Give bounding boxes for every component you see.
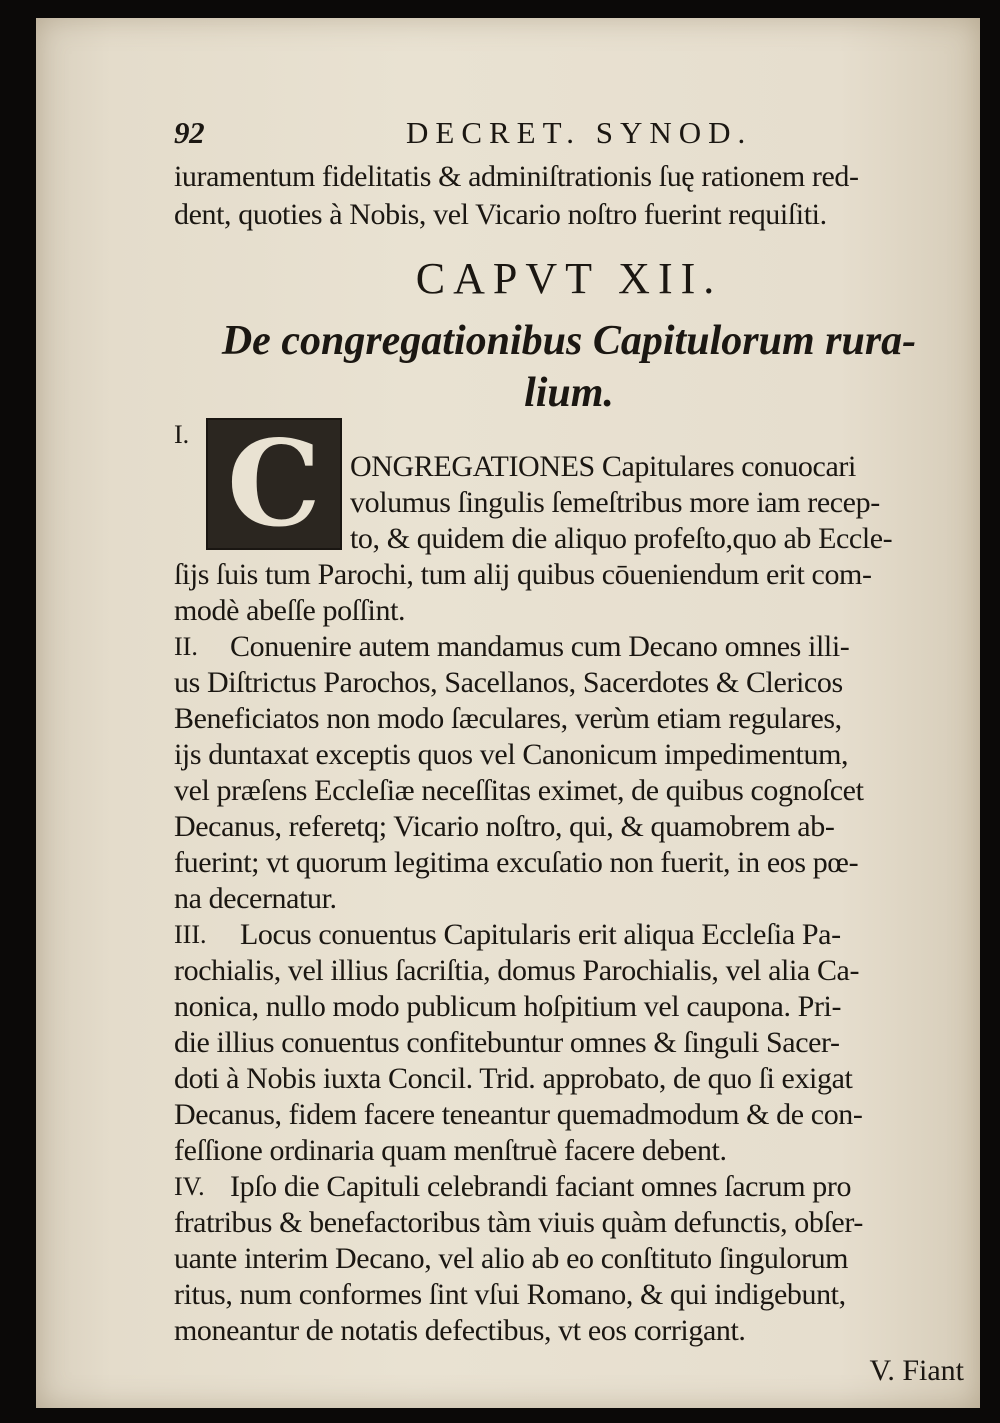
text-line: us Diſtrictus Parochos, Sacellanos, Sacerdotes & Clericos	[174, 666, 843, 699]
chapter-subtitle-cont: lium.	[524, 370, 614, 416]
text-line: fuerint; vt quorum legitima excuſatio non fuerit, in eos pœ-	[174, 846, 859, 879]
text-line: dent, quoties à Nobis, vel Vicario noſtro fuerint requiſiti.	[174, 198, 827, 231]
text-line: Decanus, fidem facere teneantur quemadmodum & de con-	[174, 1098, 863, 1131]
text-line: rochialis, vel illius ſacriſtia, domus Parochialis, vel alia Ca-	[174, 954, 860, 987]
book-page	[36, 18, 980, 1408]
text-line: moneantur de notatis defectibus, vt eos corrigant.	[174, 1314, 746, 1347]
decorated-initial-icon	[206, 414, 342, 553]
text-line: Ipſo die Capituli celebrandi faciant omnes ſacrum pro	[230, 1170, 852, 1203]
text-line: uante interim Decano, vel alio ab eo conſtituto ſingulorum	[174, 1242, 849, 1275]
text-line: Conuenire autem mandamus cum Decano omnes illi-	[230, 630, 850, 663]
paragraph-number: IV.	[174, 1172, 205, 1201]
text-line: na decernatur.	[174, 882, 337, 915]
text-line: nonica, nullo modo publicum hoſpitium vel caupona. Pri-	[174, 990, 842, 1023]
running-title: DECRET. SYNOD.	[406, 115, 753, 150]
text-line: die illius conuentus confitebuntur omnes & ſinguli Sacer-	[174, 1026, 840, 1059]
text-line: iuramentum fidelitatis & adminiſtrationis ſuę rationem red-	[174, 160, 859, 193]
chapter-title: CAPVT XII.	[415, 254, 723, 303]
paragraph-number: III.	[174, 920, 207, 949]
paragraph-number: I.	[174, 420, 190, 449]
page-number: 92	[174, 115, 205, 150]
text-line: feſſione ordinaria quam menſtruè facere debent.	[174, 1134, 727, 1167]
text-line: ONGREGATIONES Capitulares conuocari	[350, 450, 856, 483]
text-line: doti à Nobis iuxta Concil. Trid. approbato, de quo ſi exigat	[174, 1062, 853, 1095]
chapter-subtitle: De congregationibus Capitulorum rura-	[221, 318, 917, 364]
text-line: Beneficiatos non modo ſæculares, verùm etiam regulares,	[174, 702, 842, 735]
text-line: modè abeſſe poſſint.	[174, 594, 406, 627]
text-line: ritus, num conformes ſint vſui Romano, & qui indigebunt,	[174, 1278, 846, 1311]
text-line: Decanus, referetq; Vicario noſtro, qui, & quamobrem ab-	[174, 810, 835, 843]
paragraph-number: II.	[174, 632, 198, 661]
text-line: to, & quidem die aliquo profeſto,quo ab Eccle-	[350, 522, 893, 555]
text-line: ijs duntaxat exceptis quos vel Canonicum impedimentum,	[174, 738, 849, 771]
text-line: fratribus & benefactoribus tàm viuis quàm defunctis, obſer-	[174, 1206, 863, 1239]
initial-letter: C	[227, 414, 321, 553]
text-line: volumus ſingulis ſemeſtribus more iam recep-	[350, 486, 880, 519]
text-line: Locus conuentus Capitularis erit aliqua Eccleſia Pa-	[240, 918, 841, 951]
text-line: ſijs ſuis tum Parochi, tum alij quibus cōueniendum erit com-	[174, 558, 872, 591]
catchword: V. Fiant	[869, 1354, 964, 1387]
text-line: vel præſens Eccleſiæ neceſſitas eximet, de quibus cognoſcet	[174, 774, 864, 807]
